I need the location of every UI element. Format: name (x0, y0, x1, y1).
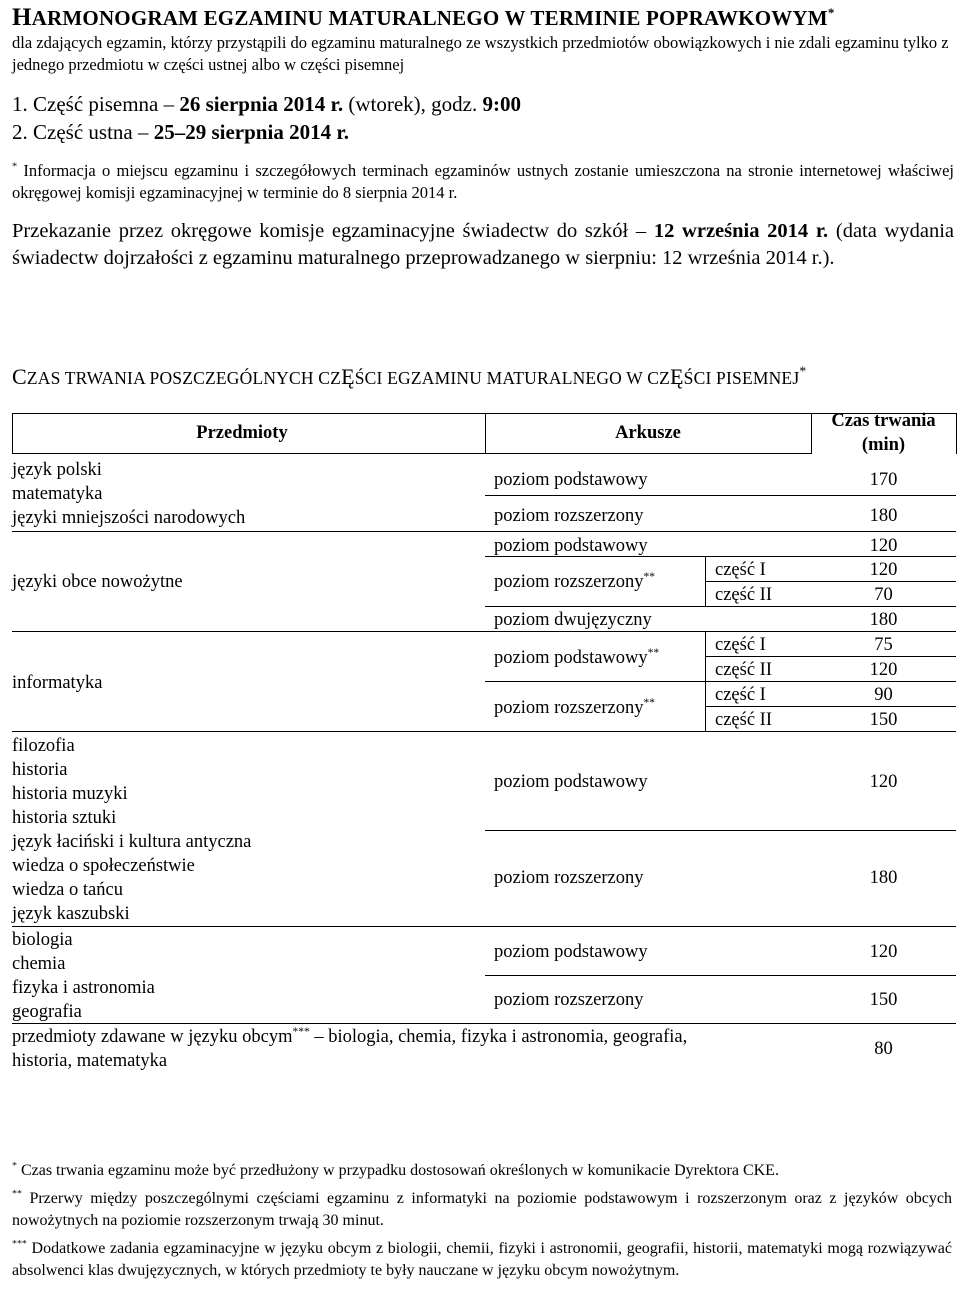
info-note-mark: * (12, 161, 18, 173)
minutes: 180 (869, 506, 898, 526)
header-duration: Czas trwania (831, 411, 936, 431)
info-note-text: Informacja o miejscu egzaminu i szczegółowych terminach egzaminów ustnych zostanie umieszczona na stronie internetowej właściwej okręgowej komisji egzaminacyjnej w terminie do 8 sierpnia 2014 r. (12, 161, 954, 202)
title-footnote-mark: * (827, 5, 835, 20)
subject: historia sztuki (12, 808, 117, 828)
header-duration-unit: (min) (861, 435, 906, 455)
section-title-mark: * (799, 363, 807, 379)
page-title (12, 4, 954, 32)
subject: filozofia (12, 736, 75, 756)
part-label: część II (715, 710, 772, 730)
duration-table (12, 413, 956, 1073)
header-subjects: Przedmioty (196, 423, 288, 443)
subject-minority-languages: języki mniejszości narodowych (12, 508, 246, 528)
footnote-3: *** Dodatkowe zadania egzaminacyjne w języku obcym z biologii, chemii, fizyki i astronomii, geografii, historii, matematyki mogą rozwiązywać absolwenci klas dwujęzycznych, w których przedmioty te były nauczane w języku obcym nowożytnym. (12, 1238, 952, 1279)
foreign-language-subjects: przedmioty zdawane w języku obcym*** – biologia, chemia, fizyka i astronomia, geografia, (12, 1025, 688, 1047)
schedule-item-written: 1. Część pisemna – 26 sierpnia 2014 r. (wtorek), godz. 9:00 (12, 92, 521, 116)
minutes: 80 (874, 1039, 893, 1059)
subject-math: matematyka (12, 484, 103, 504)
subject: chemia (12, 954, 66, 974)
schedule-list (12, 90, 954, 146)
level-basic: poziom podstawowy (494, 942, 648, 962)
title-initial: H (12, 4, 32, 31)
subject: wiedza o społeczeństwie (12, 856, 195, 876)
part-label: część I (715, 685, 766, 705)
minutes: 120 (869, 560, 898, 580)
schedule-item-oral: 2. Część ustna – 25–29 sierpnia 2014 r. (12, 120, 349, 144)
document-page (12, 0, 954, 1073)
minutes: 75 (874, 635, 893, 655)
part-label: część II (715, 585, 772, 605)
minutes: 120 (869, 772, 898, 792)
subject: język łaciński i kultura antyczna (12, 832, 252, 852)
level-extended: poziom rozszerzony (494, 506, 644, 526)
oral-date: 25–29 sierpnia 2014 r. (153, 120, 349, 144)
transfer-date: 12 września 2014 r. (653, 220, 829, 242)
subject-foreign-languages: języki obce nowożytne (12, 572, 183, 592)
page-subtitle: dla zdających egzamin, którzy przystąpili do egzaminu maturalnego ze wszystkich przedmiotów obowiązkowych i nie zdali egzaminu tylko z jednego przedmiotu w części ustnej albo w części pisemnej (12, 33, 949, 74)
level-bilingual: poziom dwujęzyczny (494, 610, 652, 630)
written-time: 9:00 (482, 92, 521, 116)
subject: wiedza o tańcu (12, 880, 123, 900)
info-note (12, 160, 954, 204)
minutes: 150 (869, 990, 898, 1010)
subject: historia (12, 760, 68, 780)
level-extended: poziom rozszerzony** (494, 570, 655, 592)
subject-polish: język polski (12, 460, 102, 480)
level-basic: poziom podstawowy** (494, 646, 660, 668)
part-label: część II (715, 660, 772, 680)
minutes: 180 (869, 868, 898, 888)
level-basic: poziom podstawowy (494, 772, 648, 792)
minutes: 170 (869, 470, 898, 490)
minutes: 150 (869, 710, 898, 730)
subject: fizyka i astronomia (12, 978, 155, 998)
footnotes (12, 1160, 952, 1288)
subject-informatics: informatyka (12, 673, 103, 693)
footnote-2: ** Przerwy między poszczególnymi częściami egzaminu z informatyki na poziomie podstawowym i rozszerzonym oraz z języków obcych nowożytnych na poziomie rozszerzonym trwają 30 minut. (12, 1188, 952, 1229)
written-date: 26 sierpnia 2014 r. (179, 92, 344, 116)
minutes: 120 (869, 536, 898, 556)
level-basic: poziom podstawowy (494, 470, 648, 490)
subject: język kaszubski (12, 904, 130, 924)
level-extended: poziom rozszerzony** (494, 696, 655, 718)
level-basic: poziom podstawowy (494, 536, 648, 556)
minutes: 120 (869, 660, 898, 680)
foreign-language-subjects-line2: historia, matematyka (12, 1051, 168, 1071)
level-extended: poziom rozszerzony (494, 990, 644, 1010)
subject: historia muzyki (12, 784, 128, 804)
minutes: 70 (874, 585, 893, 605)
header-sheets: Arkusze (615, 423, 681, 443)
certificate-transfer-note: Przekazanie przez okręgowe komisje egzaminacyjne świadectw do szkół – 12 września 2014 r. (data wydania świadectw dojrzałości z egzaminu maturalnego przeprowadzanego w sierpniu: 12 września 2014 r.). (12, 220, 954, 269)
minutes: 180 (869, 610, 898, 630)
title-text: ARMONOGRAM EGZAMINU MATURALNEGO W TERMINIE POPRAWKOWYM (31, 6, 828, 30)
section-title: CZAS TRWANIA POSZCZEGÓLNYCH CZĘŚCI EGZAMINU MATURALNEGO W CZĘŚCI PISEMNEJ* (12, 363, 807, 389)
part-label: część I (715, 635, 766, 655)
minutes: 90 (874, 685, 893, 705)
part-label: część I (715, 560, 766, 580)
footnote-1: * Czas trwania egzaminu może być przedłużony w przypadku dostosowań określonych w komunikacie Dyrektora CKE. (12, 1160, 779, 1179)
level-extended: poziom rozszerzony (494, 868, 644, 888)
subject: biologia (12, 930, 73, 950)
subject: geografia (12, 1002, 82, 1022)
minutes: 120 (869, 942, 898, 962)
